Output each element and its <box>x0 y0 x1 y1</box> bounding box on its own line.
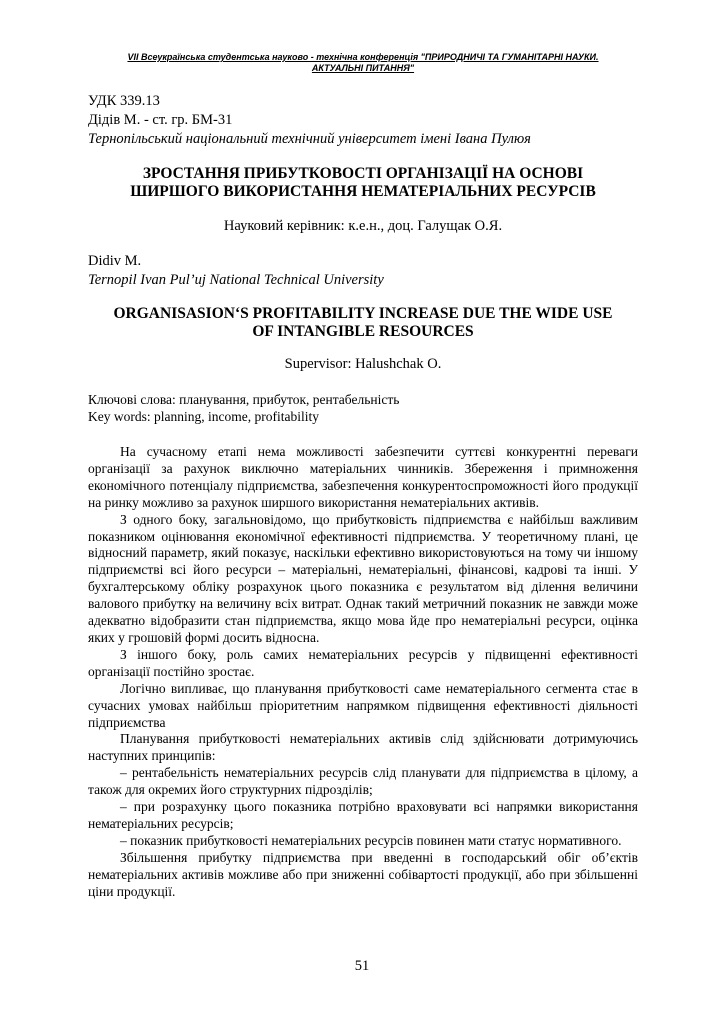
paragraph: – показник прибутковості нематеріальних ресурсів повинен мати статус нормативного. <box>120 832 622 848</box>
title-en <box>88 305 638 341</box>
conference-header-line-2: АКТУАЛЬНІ ПИТАННЯ" <box>311 63 415 73</box>
author-en: Didiv M. <box>88 253 142 269</box>
keywords-en: Key words: planning, income, profitability <box>88 409 319 424</box>
paragraph: Планування прибутковості нематеріальних активів слід здійснювати дотримуючись наступних принципів: <box>88 731 638 764</box>
udc-code: УДК 339.13 <box>88 93 160 109</box>
paragraph: – при розрахунку цього показника потрібно враховувати всі напрямки використання нематеріальних ресурсів; <box>88 799 638 831</box>
university-en: Ternopil Ivan Pul’uj National Technical University <box>88 272 384 288</box>
body-text <box>88 444 638 900</box>
keywords <box>88 391 638 425</box>
paragraph: Логічно випливає, що планування прибутковості саме нематеріального сегмента стає в сучасних умовах найбільш пріоритетним напрямком підвищення ефективності діяльності підприємства <box>88 680 638 730</box>
keywords-ua: Ключові слова: планування, прибуток, рентабельність <box>88 392 400 407</box>
page-number: 51 <box>354 958 370 974</box>
title-en-line-1: ORGANISASION‘S PROFITABILITY INCREASE DUE THE WIDE USE <box>113 305 613 322</box>
supervisor-ua: Науковий керівник: к.е.н., доц. Галущак О.Я. <box>223 218 503 234</box>
title-ua-line-2: ШИРШОГО ВИКОРИСТАННЯ НЕМАТЕРІАЛЬНИХ РЕСУРСІВ <box>130 183 596 200</box>
paragraph: З одного боку, загальновідомо, що прибутковість підприємства є найбільш важливим показником оцінювання економічної ефективності підприємства. У теоретичному плані, це відносний параметр, який показує, наскільки ефективно використовуються на тому чи іншому підприємстві всі його ресурси – матеріальні, нематеріальні, фінансові, кадрові та інші. У бухгалтерському обліку розрахунок цього показника є результатом від ділення величини валового прибутку на величину всіх витрат. Однак такий метричний показник не завжди може адекватно відобразити стан підприємства, якщо мова йде про нематеріальні ресурси, оцінка яких у грошовій формі досить відносна. <box>88 511 638 645</box>
author-ua: Дідів М. - ст. гр. БМ-31 <box>88 112 233 128</box>
conference-header <box>88 52 638 74</box>
paragraph: – рентабельність нематеріальних ресурсів слід планувати для підприємства в цілому, а також для окремих його структурних підрозділів; <box>88 765 638 798</box>
university-ua: Тернопільський національний технічний університет імені Івана Пулюя <box>88 131 531 147</box>
title-ua <box>88 165 638 201</box>
conference-header-line-1: VII Всеукраїнська студентська науково - технічна конференція "ПРИРОДНИЧІ ТА ГУМАНІТАРНІ НАУКИ. <box>127 52 599 62</box>
title-en-line-2: OF INTANGIBLE RESOURCES <box>252 323 474 340</box>
document-page <box>88 52 638 900</box>
paragraph: З іншого боку, роль самих нематеріальних ресурсів у підвищенні ефективності організації постійно зростає. <box>88 646 638 679</box>
title-ua-line-1: ЗРОСТАННЯ ПРИБУТКОВОСТІ ОРГАНІЗАЦІЇ НА ОСНОВІ <box>142 165 584 182</box>
supervisor-en: Supervisor: Halushchak O. <box>284 356 442 372</box>
paragraph: Збільшення прибутку підприємства при введенні в господарський обіг об’єктів нематеріальних активів можливе або при зниженні собівартості продукції, або при збільшенні ціни продукції. <box>88 849 638 899</box>
paragraph: На сучасному етапі нема можливості забезпечити суттєві конкурентні переваги організації за рахунок виключно матеріальних чинників. Збереження і примноження економічного потенціалу підприємства, забезпечення конкурентоспроможності його продукції на ринку можливо за рахунок ширшого використання нематеріальних активів. <box>88 444 638 510</box>
